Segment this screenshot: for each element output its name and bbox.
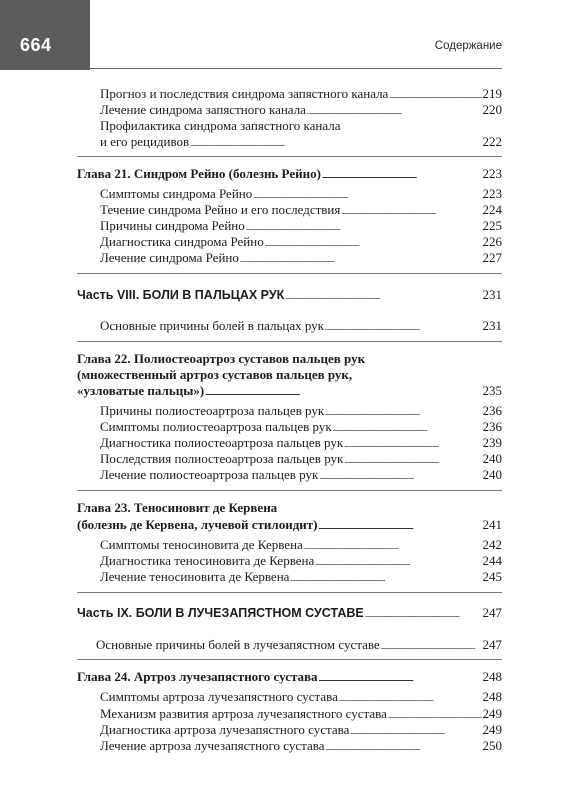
section-divider bbox=[77, 659, 502, 660]
toc-entry-page: 231 bbox=[482, 318, 502, 333]
toc-chapter-page: 235 bbox=[482, 383, 502, 398]
section-divider bbox=[77, 341, 502, 342]
toc-entry-title: Основные причины болей в лучезапястном суставе bbox=[96, 637, 380, 652]
toc-entry-title: Лечение теносиновита де Кервена bbox=[100, 569, 290, 584]
toc-entry-page: 248 bbox=[482, 689, 502, 704]
toc-entry-page: 250 bbox=[482, 738, 502, 753]
toc-entry-page: 222 bbox=[482, 134, 502, 149]
toc-entry-page: 220 bbox=[482, 102, 502, 117]
toc-entry[interactable] bbox=[100, 318, 502, 337]
dot-leader bbox=[285, 287, 481, 306]
toc-chapter-title: Глава 21. Синдром Рейно (болезнь Рейно) bbox=[77, 166, 321, 181]
toc-entry-title: Лечение полиостеоартроза пальцев рук bbox=[100, 467, 319, 482]
toc-chapter[interactable] bbox=[77, 383, 502, 402]
toc-entry-title: Симптомы полиостеоартроза пальцев рук bbox=[100, 419, 332, 434]
toc-part-title: Часть VIII. БОЛИ В ПАЛЬЦАХ РУК bbox=[77, 288, 285, 302]
toc-chapter[interactable] bbox=[77, 517, 502, 536]
toc-entry-page: 249 bbox=[482, 722, 502, 737]
toc-entry-title: Симптомы синдрома Рейно bbox=[100, 186, 253, 201]
dot-leader bbox=[290, 569, 481, 588]
toc-entry-page: 236 bbox=[482, 403, 502, 418]
running-header: Содержание bbox=[434, 40, 502, 52]
toc-entry-title: Диагностика артроза лучезапястного сустава bbox=[100, 722, 350, 737]
toc-entry-title: Диагностика полиостеоартроза пальцев рук bbox=[100, 435, 344, 450]
toc-entry-title: Симптомы теносиновита де Кервена bbox=[100, 537, 303, 552]
toc-entry[interactable] bbox=[100, 250, 502, 269]
toc-chapter-title: Глава 24. Артроз лучезапястного сустава bbox=[77, 669, 318, 684]
toc-chapter-page: 223 bbox=[482, 166, 502, 181]
dot-leader bbox=[325, 318, 482, 337]
toc-part[interactable] bbox=[77, 605, 502, 624]
dot-leader bbox=[326, 738, 482, 757]
toc-entry-page: 239 bbox=[482, 435, 502, 450]
toc-part[interactable] bbox=[77, 287, 502, 306]
dot-leader bbox=[365, 605, 482, 624]
toc-part-page: 247 bbox=[482, 605, 502, 620]
toc-chapter-title: (болезнь де Кервена, лучевой стилоидит) bbox=[77, 517, 318, 532]
toc-entry-page: 240 bbox=[482, 451, 502, 466]
toc-entry-title: Течение синдрома Рейно и его последствия bbox=[100, 202, 341, 217]
toc-entry-page: 236 bbox=[482, 419, 502, 434]
toc-chapter-title-line: Глава 22. Полиостеоартроз суставов пальцев рук bbox=[77, 351, 366, 366]
toc-entry[interactable] bbox=[100, 569, 502, 588]
page-number: 664 bbox=[20, 35, 52, 55]
toc-entry-page: 249 bbox=[482, 706, 502, 721]
toc-chapter-page: 248 bbox=[482, 669, 502, 684]
header-rule bbox=[90, 68, 502, 69]
toc-entry-title: Лечение синдрома Рейно bbox=[100, 250, 239, 265]
toc-entry-title: Лечение синдрома запястного канала bbox=[100, 102, 306, 117]
toc-entry[interactable] bbox=[96, 637, 502, 656]
section-divider bbox=[77, 592, 502, 593]
dot-leader bbox=[190, 134, 481, 153]
toc-entry-title: Причины синдрома Рейно bbox=[100, 218, 245, 233]
page-number-tab bbox=[0, 0, 90, 70]
dot-leader bbox=[322, 166, 482, 185]
toc-entry[interactable] bbox=[100, 467, 502, 486]
toc-entry-page: 219 bbox=[482, 86, 502, 101]
toc-entry-title: и его рецидивов bbox=[100, 134, 190, 149]
section-divider bbox=[77, 156, 502, 157]
toc-entry-title: Диагностика синдрома Рейно bbox=[100, 234, 264, 249]
toc-entry-title: Причины полиостеоартроза пальцев рук bbox=[100, 403, 325, 418]
toc-chapter-page: 241 bbox=[482, 517, 502, 532]
toc-chapter[interactable] bbox=[77, 669, 502, 688]
toc-entry-page: 247 bbox=[482, 637, 502, 652]
toc-entry-page: 242 bbox=[482, 537, 502, 552]
toc-chapter-title-line: Глава 23. Теносиновит де Кервена bbox=[77, 500, 278, 515]
dot-leader bbox=[318, 517, 481, 536]
toc-entry-title-line: Профилактика синдрома запястного канала bbox=[100, 118, 341, 133]
toc-entry-title: Основные причины болей в пальцах рук bbox=[100, 318, 324, 333]
dot-leader bbox=[381, 637, 482, 656]
toc-chapter-title: «узловатые пальцы») bbox=[77, 383, 205, 398]
toc-entry-page: 227 bbox=[482, 250, 502, 265]
toc-entry-page: 244 bbox=[482, 553, 502, 568]
toc-entry[interactable] bbox=[100, 134, 502, 153]
toc-entry-page: 225 bbox=[482, 218, 502, 233]
dot-leader bbox=[240, 250, 482, 269]
toc-entry-title: Лечение артроза лучезапястного сустава bbox=[100, 738, 325, 753]
toc-entry-title: Диагностика теносиновита де Кервена bbox=[100, 553, 315, 568]
toc-entry[interactable] bbox=[100, 738, 502, 757]
toc-entry-page: 224 bbox=[482, 202, 502, 217]
toc-entry-title: Симптомы артроза лучезапястного сустава bbox=[100, 689, 338, 704]
toc-part-title: Часть IX. БОЛИ В ЛУЧЕЗАПЯСТНОМ СУСТАВЕ bbox=[77, 606, 364, 620]
toc-chapter[interactable] bbox=[77, 166, 502, 185]
toc-entry-page: 245 bbox=[482, 569, 502, 584]
toc-entry-title: Последствия полиостеоартроза пальцев рук bbox=[100, 451, 344, 466]
toc-entry-title: Механизм развития артроза лучезапястного сустава bbox=[100, 706, 387, 721]
section-divider bbox=[77, 273, 502, 274]
toc-entry-page: 226 bbox=[482, 234, 502, 249]
dot-leader bbox=[205, 383, 481, 402]
dot-leader bbox=[319, 669, 482, 688]
toc-entry-page: 240 bbox=[482, 467, 502, 482]
toc-entry-page: 223 bbox=[482, 186, 502, 201]
section-divider bbox=[77, 490, 502, 491]
toc-entry-title: Прогноз и последствия синдрома запястного канала bbox=[100, 86, 389, 101]
dot-leader bbox=[319, 467, 481, 486]
toc-chapter-title-line: (множественный артроз суставов пальцев рук, bbox=[77, 367, 353, 382]
toc-part-page: 231 bbox=[482, 287, 502, 302]
